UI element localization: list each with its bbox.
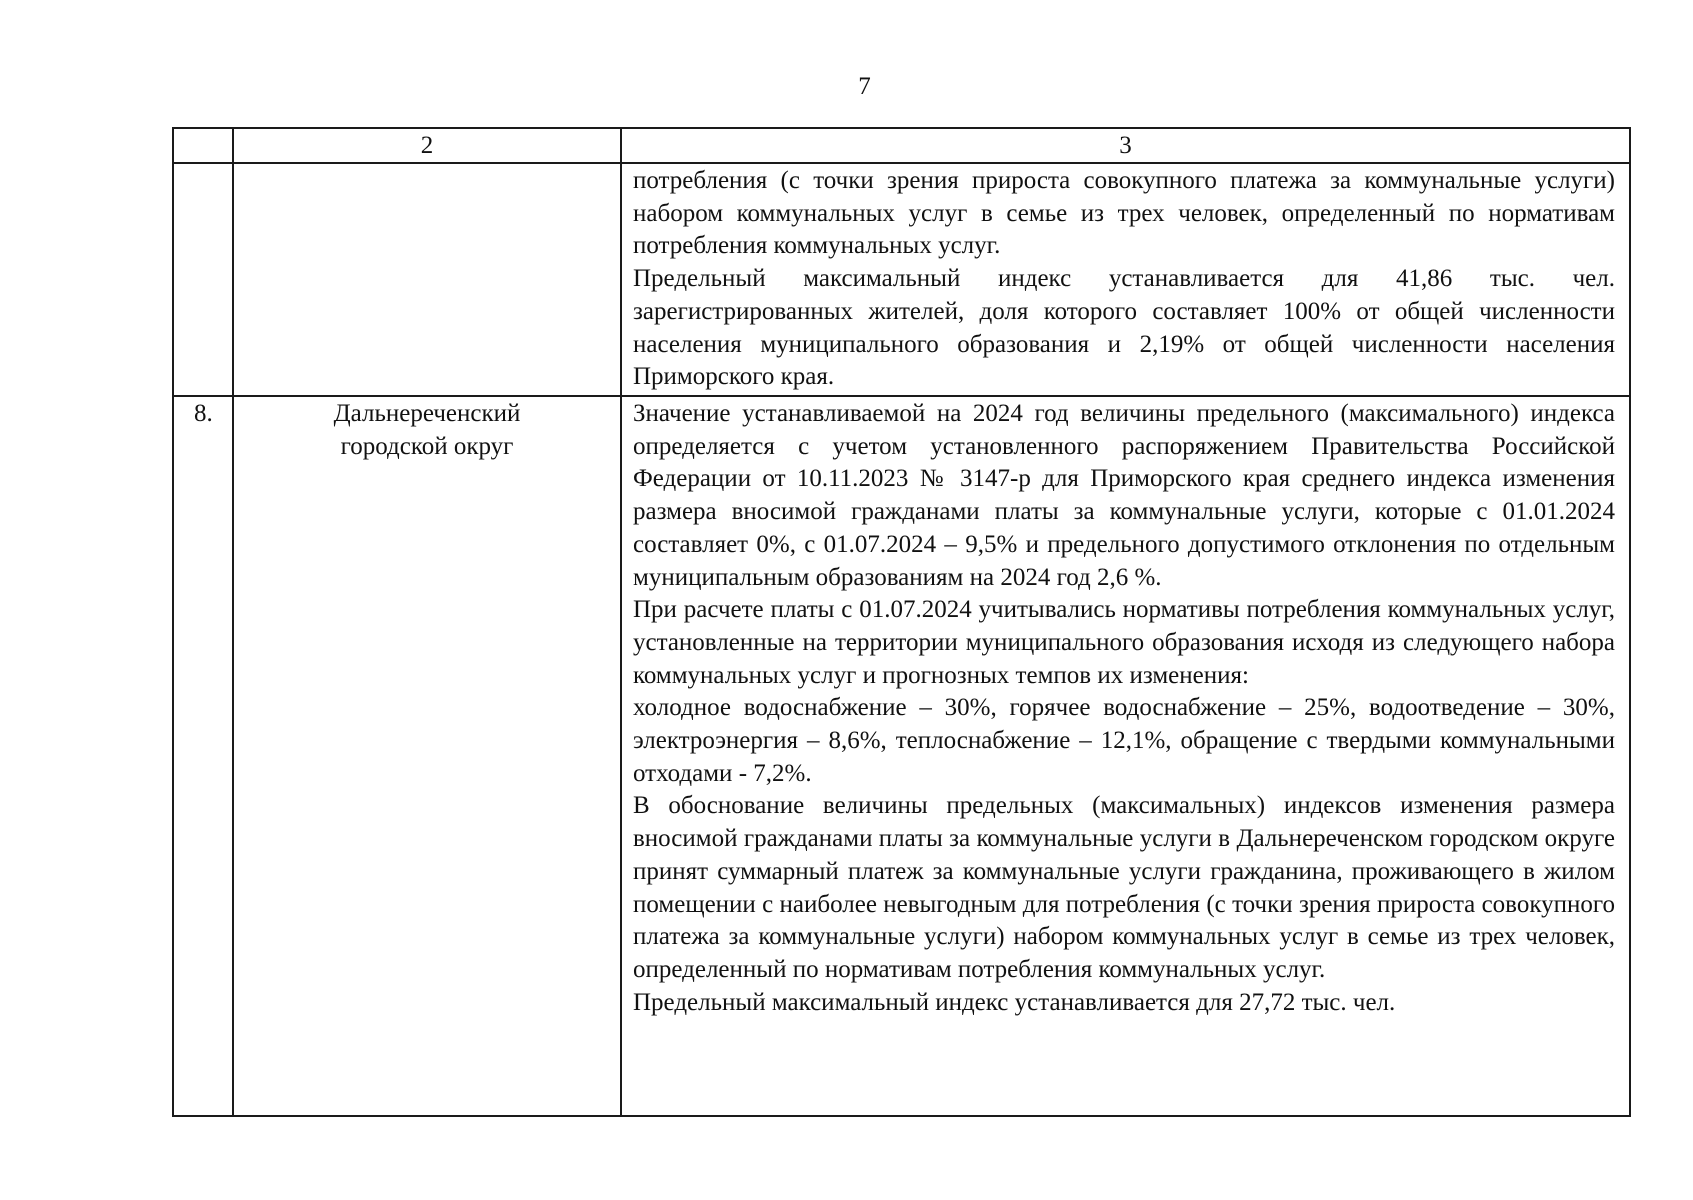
- justification-paragraph: Предельный максимальный индекс устанавливается для 41,86 тыс. чел. зарегистрированных жителей, доля которого составляет 100% от общей численности населения муниципального образования и 2,19% от общей численности населения Приморского края.: [633, 265, 1615, 391]
- header-col-3: 3: [621, 128, 1630, 163]
- page-number: 7: [858, 73, 871, 100]
- table-header-row: [173, 128, 1630, 163]
- justification-paragraph: холодное водоснабжение – 30%, горячее водоснабжение – 25%, водоотведение – 30%, электроэнергия – 8,6%, теплоснабжение – 12,1%, обращение с твердыми коммунальными отходами - 7,2%.: [633, 694, 1615, 787]
- row-number-cell: 8.: [173, 396, 233, 1116]
- municipality-name-cell: [233, 163, 621, 396]
- tariff-index-table: [172, 127, 1631, 1117]
- justification-paragraph: Предельный максимальный индекс устанавливается для 27,72 тыс. чел.: [633, 988, 1396, 1016]
- justification-paragraph: При расчете платы с 01.07.2024 учитывались нормативы потребления коммунальных услуг, установленные на территории муниципального образования исходя из следующего набора коммунальных услуг и прогнозных темпов их изменения:: [633, 596, 1615, 689]
- municipality-name-line: Дальнереченский: [333, 400, 521, 427]
- row-number-cell: [173, 163, 233, 396]
- justification-paragraph: Значение устанавливаемой на 2024 год величины предельного (максимального) индекса определяется с учетом установленного распоряжением Правительства Российской Федерации от 10.11.2023 № 3147-р для Приморского края среднего индекса изменения размера вносимой гражданами платы за коммунальные услуги, которые с 01.01.2024 составляет 0%, с 01.07.2024 – 9,5% и предельного допустимого отклонения по отдельным муниципальным образованиям на 2024 год 2,6 %.: [633, 400, 1615, 591]
- justification-paragraph: потребления (с точки зрения прироста совокупного платежа за коммунальные услуги) набором коммунальных услуг в семье из трех человек, определенный по нормативам потребления коммунальных услуг.: [633, 167, 1615, 260]
- header-col-2: 2: [233, 128, 621, 163]
- table-row: [173, 396, 1630, 1116]
- justification-cell: [621, 396, 1630, 1116]
- justification-cell: [621, 163, 1630, 396]
- header-col-1: [173, 128, 233, 163]
- municipality-name-line: городской округ: [340, 432, 514, 460]
- municipality-name-cell: [233, 396, 621, 1116]
- table-row: [173, 163, 1630, 396]
- justification-paragraph: В обоснование величины предельных (максимальных) индексов изменения размера вносимой гражданами платы за коммунальные услуги в Дальнереченском городском округе принят суммарный платеж за коммунальные услуги гражданина, проживающего в жилом помещении с наиболее невыгодным для потребления (с точки зрения прироста совокупного платежа за коммунальные услуги) набором коммунальных услуг в семье из трех человек, определенный по нормативам потребления коммунальных услуг.: [633, 792, 1615, 983]
